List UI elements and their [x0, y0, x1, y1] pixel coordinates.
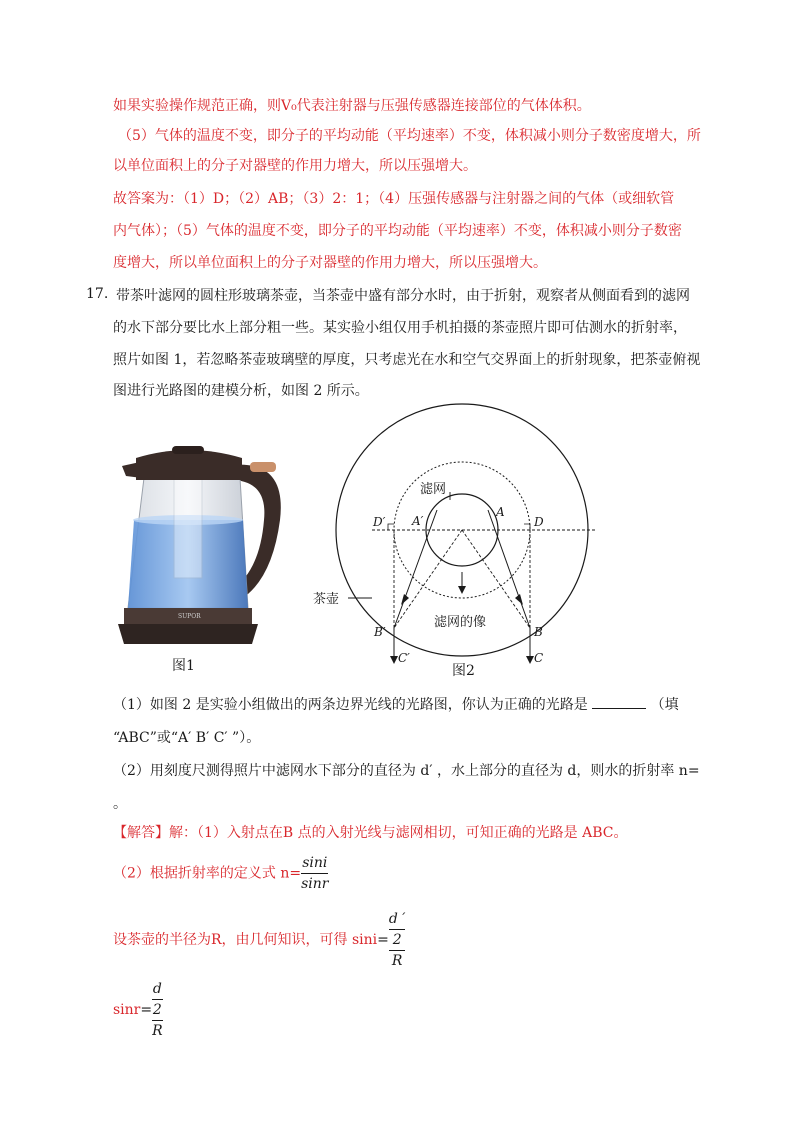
question-line-1: 带茶叶滤网的圆柱形玻璃茶壶，当茶壶中盛有部分水时，由于折射，观察者从侧面看到的滤网: [116, 288, 690, 304]
label-B-prime: B′: [374, 625, 386, 639]
solution-line-4: [113, 980, 163, 1040]
label-image: 滤网的像: [434, 615, 487, 630]
solution-text-3: 设茶壶的半径为R，由几何知识，可得 sini: [113, 932, 378, 948]
answer-line-4: 故答案为：（1）D；（2）AB；（3）2：1；（4）压强传感器与注射器之间的气体（或细软管: [113, 191, 675, 207]
answer-line-6: 度增大，所以单位面积上的分子对器壁的作用力增大，所以压强增大。: [113, 255, 547, 271]
equals-sign-1: =: [377, 932, 389, 948]
label-A-prime: A′: [412, 514, 424, 528]
solution-text-4: sinr: [113, 1002, 141, 1018]
question-line-2: 的水下部分要比水上部分粗一些。某实验小组仅用手机拍摄的茶壶照片即可估测水的折射率，: [113, 320, 687, 336]
subq-1-line-1: [113, 694, 679, 715]
subq-1-blank[interactable]: [592, 694, 646, 709]
label-teapot: 茶壶: [313, 592, 340, 607]
label-D-prime: D′: [373, 515, 386, 529]
question-line-4: 图进行光路图的建模分析，如图 2 所示。: [113, 383, 369, 399]
solution-text-1: 解：（1）入射点在B 点的入射光线与滤网相切，可知正确的光路是 ABC。: [169, 825, 628, 841]
fraction-d: d 2 R: [152, 981, 163, 1039]
answer-line-1: 如果实验操作规范正确，则V₀代表注射器与压强传感器连接部位的气体体积。: [113, 98, 591, 114]
figure-2-caption: 图2: [452, 663, 475, 679]
equals-sign-2: =: [140, 1002, 153, 1018]
label-C: C: [534, 651, 544, 665]
question-line-3: 照片如图 1，若忽略茶壶玻璃壁的厚度，只考虑光在水和空气交界面上的折射现象，把茶壶俯视: [113, 352, 701, 368]
label-D: D: [534, 515, 544, 529]
subq-2-line-1: （2）用刻度尺测得照片中滤网水下部分的直径为 d′ ，水上部分的直径为 d，则水的折射率 n=: [113, 763, 700, 779]
question-number: 17.: [86, 286, 109, 302]
figure-1-caption: 图1: [172, 658, 195, 674]
kettle-logo: SUPOR: [178, 613, 201, 620]
label-B: B: [534, 625, 543, 639]
label-A: A: [496, 505, 505, 519]
figure-2-diagram: [300, 400, 620, 685]
solution-line-1: [113, 823, 627, 843]
answer-line-2: （5）气体的温度不变，即分子的平均动能（平均速率）不变，体积减小则分子数密度增大，所: [118, 128, 701, 144]
subq-1-line-2: “ABC”或“A′ B′ C′ ”）。: [113, 730, 261, 746]
solution-tag: 【解答】: [113, 825, 169, 841]
fraction-sini-sinr: $\frac{\sin i}{\sin r}$: [301, 855, 329, 892]
solution-text-2: （2）根据折射率的定义式 n=: [113, 865, 302, 882]
subq-1-text: （1）如图 2 是实验小组做出的两条边界光线的光路图，你认为正确的光路是: [113, 697, 588, 713]
solution-line-3: [113, 910, 405, 970]
subq-2-line-2: 。: [113, 796, 127, 812]
solution-line-2: [113, 854, 328, 893]
answer-line-5: 内气体）；（5）气体的温度不变，即分子的平均动能（平均速率）不变，体积减小则分子数密: [113, 223, 682, 239]
label-C-prime: C′: [398, 651, 410, 665]
fraction-d-prime: d ′ 2 R: [388, 911, 406, 969]
subq-1-fill-hint: （填: [650, 697, 679, 713]
figure-1-kettle: [112, 440, 302, 680]
label-filter: 滤网: [420, 482, 447, 497]
answer-line-3: 以单位面积上的分子对器壁的作用力增大，所以压强增大。: [113, 158, 477, 174]
